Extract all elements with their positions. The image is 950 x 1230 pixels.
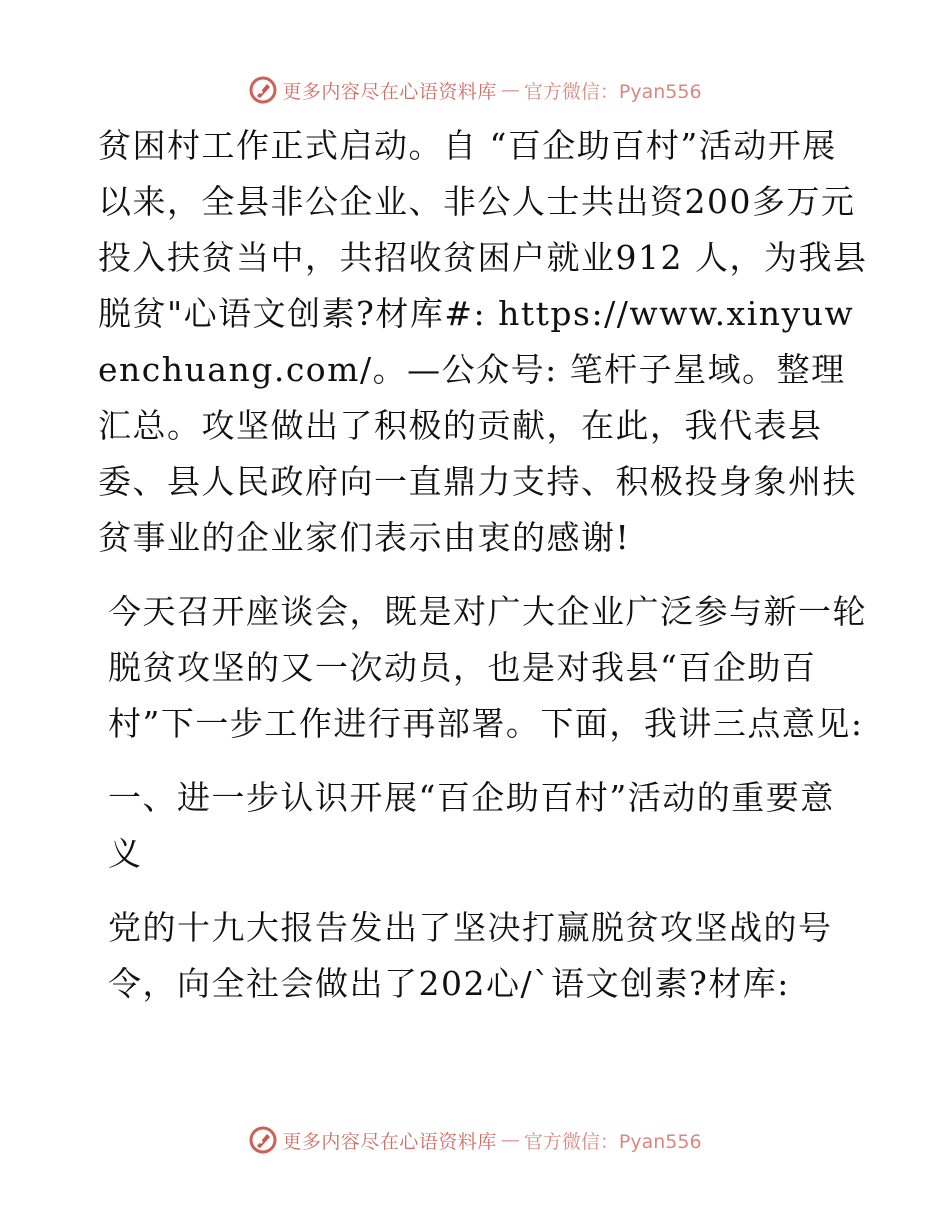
paragraph: 今天召开座谈会，既是对广大企业广泛参与新一轮脱贫攻坚的又一次动员，也是对我县“百企助百村”下一步工作进行再部署。下面，我讲三点意见:	[108, 592, 867, 743]
watermark-text: 更多内容尽在心语资料库	[282, 1130, 497, 1153]
watermark-wechat: 官方微信：Pyan556	[523, 1130, 702, 1153]
document-body	[98, 118, 868, 1012]
section-heading: 一、进一步认识开展“百企助百村”活动的重要意义	[108, 778, 835, 873]
paragraph: 贫困村工作正式启动。自 “百企助百村”活动开展以来，全县非公企业、非公人士共出资200多万元投入扶贫当中，共招收贫困户就业912 人，为我县脱贫"心语文创素?材库#: https://www.xinyuwenchuang.com/。—公众号: 笔杆子星域。整理汇总。攻坚做出了积极的贡献，在此，我代表县委、县人民政府向一直鼎力支持、积极投身象州扶贫事业的企业家们表示由衷的感谢!	[98, 126, 868, 557]
watermark-separator: —	[500, 79, 520, 101]
pen-nib-circle-logo	[248, 75, 278, 105]
watermark-separator: —	[500, 1129, 520, 1151]
paragraph: 党的十九大报告发出了坚决打赢脱贫攻坚战的号令，向全社会做出了202心/`语文创素?材库:	[108, 908, 833, 1003]
watermark-text: 更多内容尽在心语资料库	[282, 80, 497, 103]
watermark-header	[0, 70, 950, 110]
pen-nib-circle-logo	[248, 1125, 278, 1155]
watermark-footer	[0, 1120, 950, 1160]
watermark-wechat: 官方微信：Pyan556	[523, 80, 702, 103]
